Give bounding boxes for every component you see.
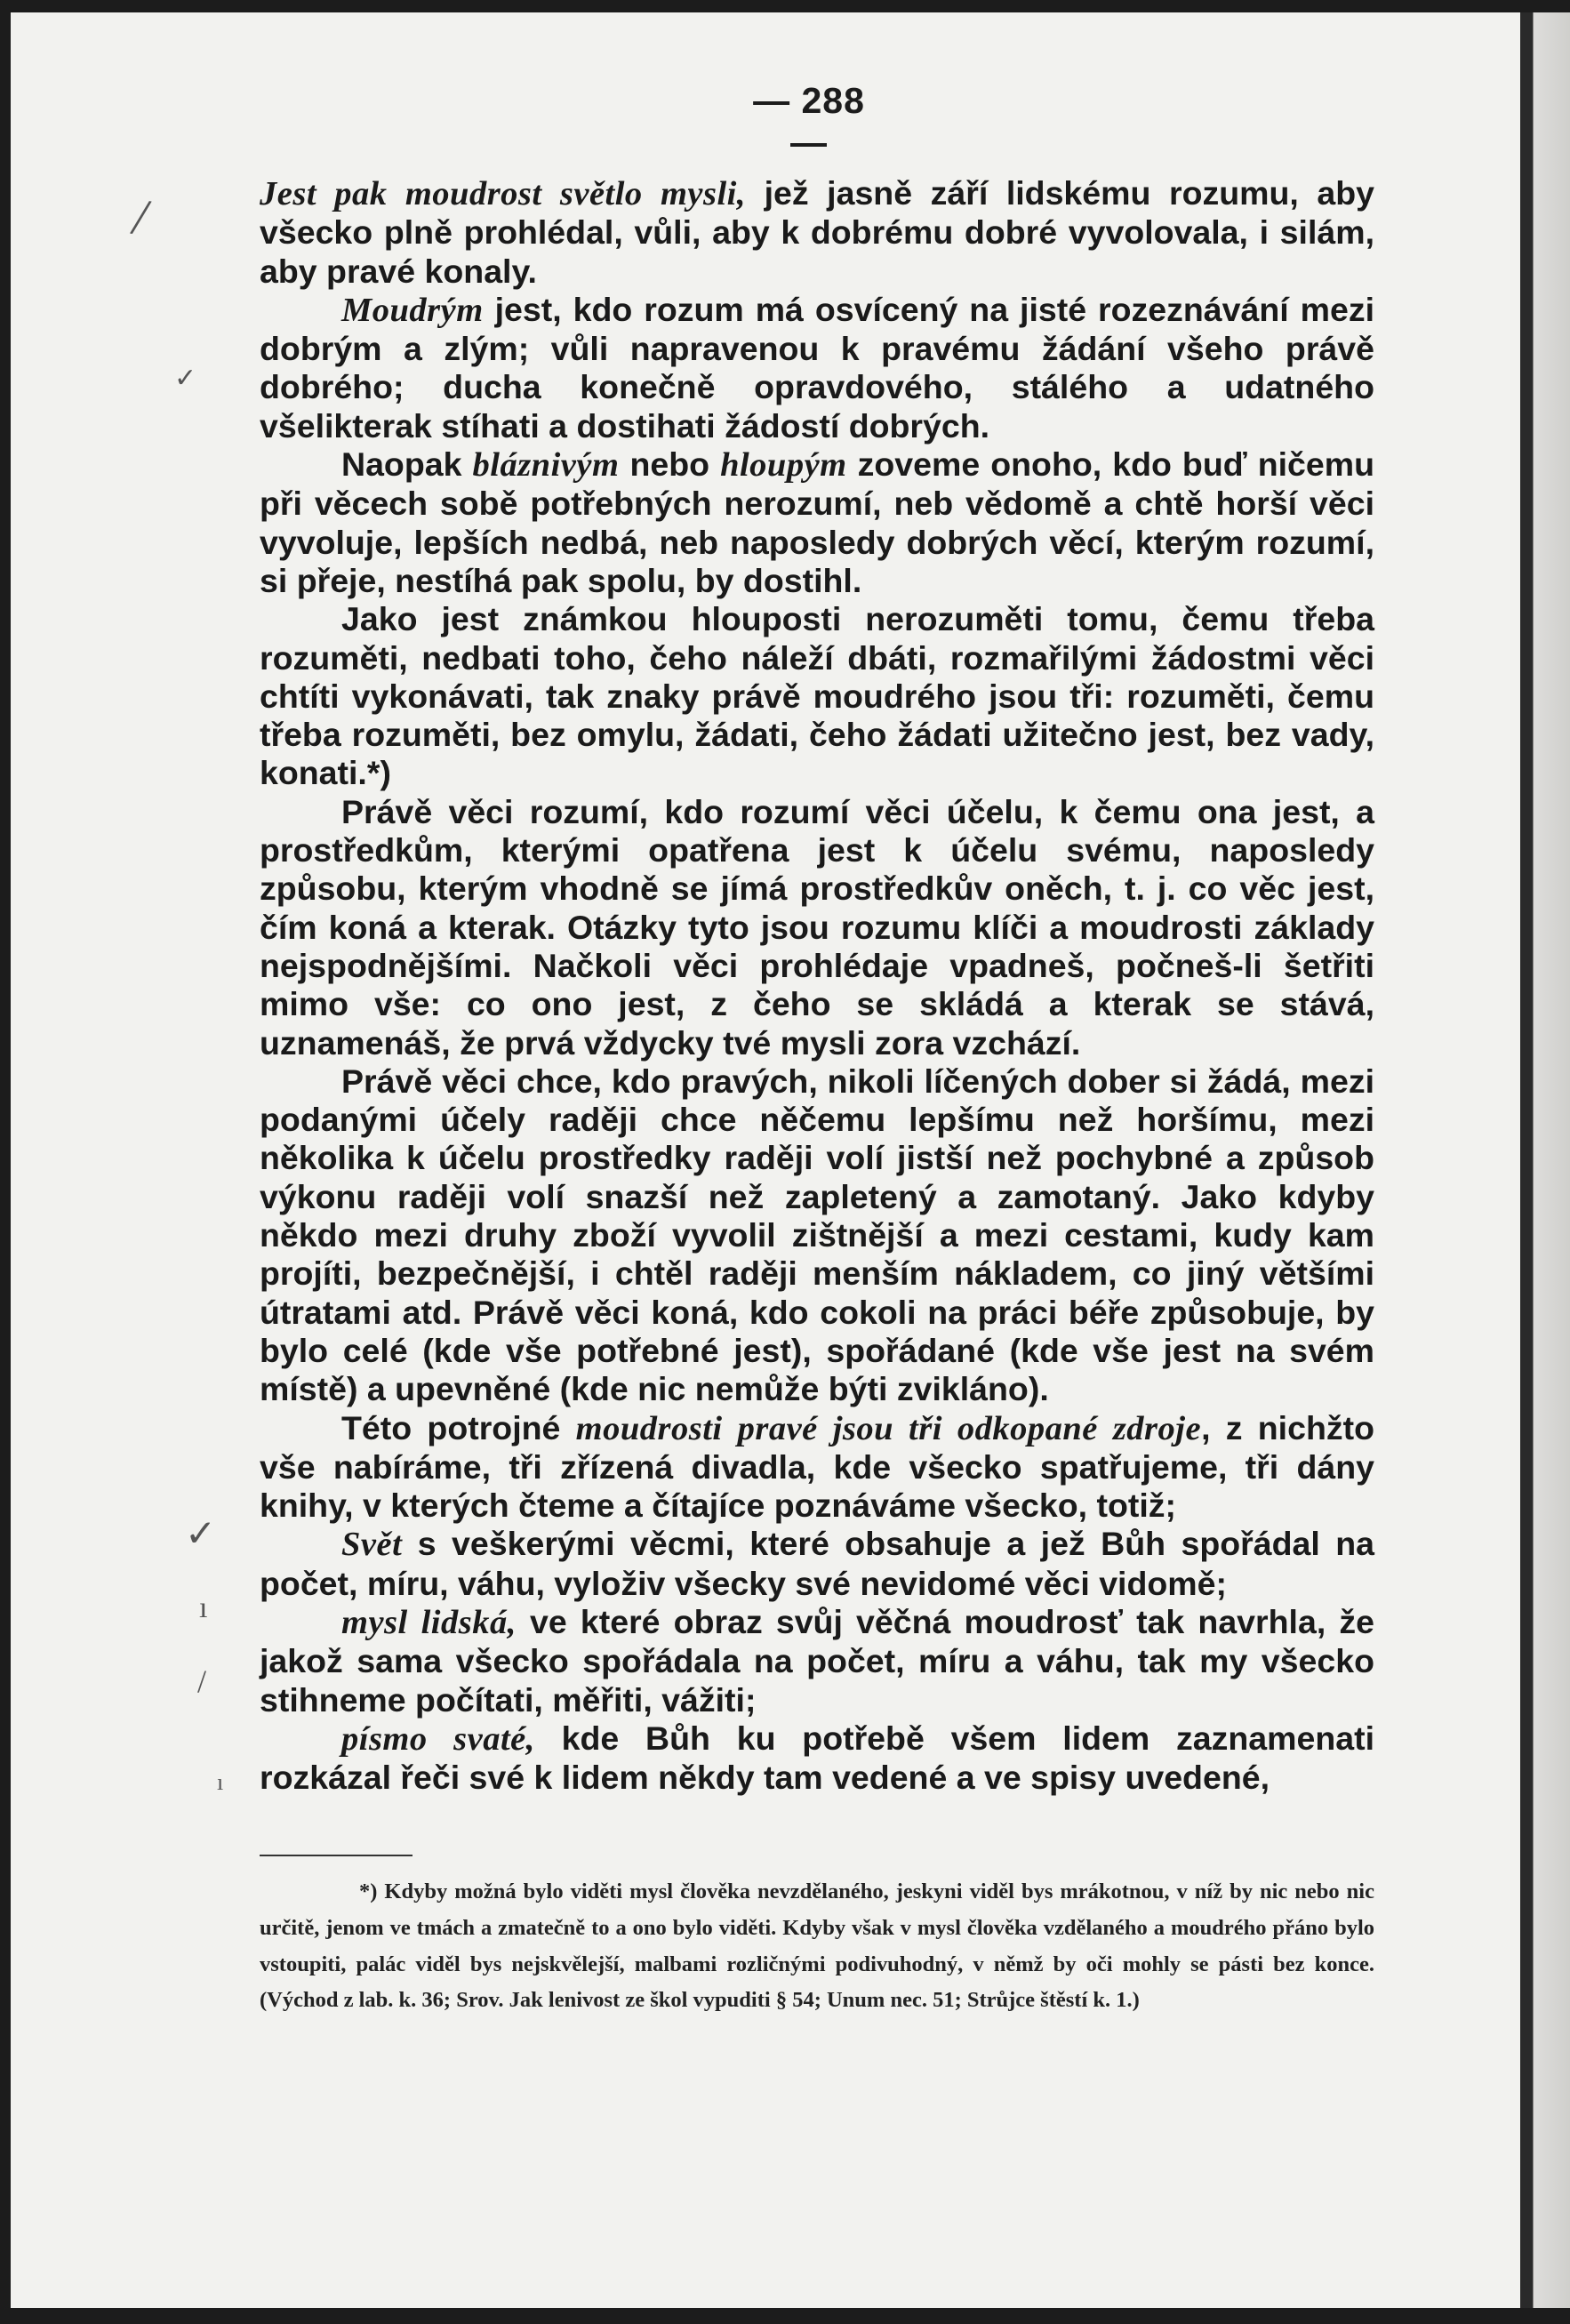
footnote-text: *) Kdyby možná bylo viděti mysl člověka nevzdělaného, jeskyni viděl bys mrákotnou, v níž by nic nebo nic určitě, jenom ve tmách a zmatečně to a ono bylo viděti. Kdyby však v mysl člověka vzdělaného a moudrého přáno bylo vstoupiti, palác viděl bys nejskvělejší, malbami rozličnými podivuhodný, v němž by oči mohly se pásti bez konce. (Východ z lab. k. 36; Srov. Jak lenivost ze škol vypuditi § 54; Unum nec. 51; Strůjce štěstí k. 1.) xyxy=(260,1879,1374,2013)
text-run: Naopak xyxy=(341,445,473,484)
margin-mark: ı xyxy=(217,1769,224,1795)
text-run: Jako jest známkou hlouposti nerozuměti tomu, čemu třeba rozuměti, nedbati toho, čeho náleží dbáti, rozmařilými žádostmi věci chtíti vykonávati, tak znaky právě moudrého jsou tři: rozuměti, čemu třeba rozuměti, bez omylu, žádati, čeho žádati užitečno jest, bez vady, konati.*) xyxy=(260,600,1374,792)
emphasized-text: Jest pak moudrost světlo mysli, xyxy=(260,175,746,212)
footnote xyxy=(260,1874,1374,2019)
text-run: Právě věci rozumí, kdo rozumí věci účelu, k čemu ona jest, a prostředkům, kterými opatřena jest k účelu svému, naposledy způsobu, kterým vhodně se jímá prostředkův oněch, t. j. co věc jest, čím koná a kterak. Otázky tyto jsou rozumu klíči a moudrosti základy nejspodnějšími. Načkoli věci prohlédaje vpadneš, počneš-li šetřiti mimo vše: co ono jest, z čeho se skládá a kterak se stává, uznamenáš, že prvá vždycky tvé mysli zora vzchází. xyxy=(260,792,1374,1062)
paragraph xyxy=(260,445,1374,600)
text-run: jež jasně září lidskému rozumu, aby všecko plně prohlédal, vůli, aby k dobrému dobré vyvolovala, i silám, aby pravé konaly. xyxy=(260,174,1374,290)
emphasized-text: hloupým xyxy=(720,446,847,485)
text-run: Této potrojné xyxy=(341,1408,576,1446)
paragraph xyxy=(260,1525,1374,1603)
paragraph xyxy=(260,1409,1374,1526)
paragraph xyxy=(260,600,1374,792)
text-run: zoveme onoho, kdo buď ničemu při věcech sobě potřebných nerozumí, neb vědomě a chtě horší věci vyvoluje, lepších nedbá, neb naposledy dobrých věcí, kterým rozumí, si přeje, nestíhá pak spolu, by dostihl. xyxy=(260,445,1374,599)
paragraph xyxy=(260,1062,1374,1409)
body-text xyxy=(260,174,1374,1797)
scan-edge xyxy=(1520,12,1570,2308)
paragraph xyxy=(260,793,1374,1062)
text-run: s veškerými věcmi, které obsahuje a jež Bůh spořádal na počet, míru, váhu, vyloživ všecky své nevidomé věci vidomě; xyxy=(260,1525,1374,1602)
emphasized-text: Moudrým xyxy=(341,291,484,329)
text-run: jest, kdo rozum má osvícený na jisté rozeznávání mezi dobrým a zlým; vůli napravenou k pravému žádání všeho právě dobrého; ducha konečně opravdového, stálého a udatného všelikterak stíhati a dostihati žádostí dobrých. xyxy=(260,290,1374,445)
margin-mark: ı xyxy=(199,1591,208,1624)
paragraph xyxy=(260,174,1374,291)
margin-mark: / xyxy=(197,1663,207,1699)
paragraph xyxy=(260,291,1374,445)
emphasized-text: bláznivým xyxy=(472,446,620,485)
text-run: nebo xyxy=(619,445,721,484)
margin-mark: ✓ xyxy=(185,1514,217,1555)
page-number: — 288 — xyxy=(753,80,865,163)
text-run: , z nichžto vše nabíráme, tři zřízená divadla, kde všecko spatřujeme, tři dány knihy, v kterých čteme a čítajíce poznáváme všecko, totiž; xyxy=(260,1408,1374,1525)
emphasized-text: moudrosti pravé jsou tři odkopané zdroje xyxy=(575,1409,1202,1447)
text-run: Právě věci chce, kdo pravých, nikoli líčených dober si žádá, mezi podanými účely raději chce něčemu lepšímu než horšímu, mezi několika k účelu prostředky raději volí jistší než pochybné a způsob výkonu raději volí snazší než zapletený a zamotaný. Jako kdyby někdo mezi druhy zboží vyvolil zištnější a mezi cestami, kudy kam projíti, bezpečnější, i chtěl raději menším nákladem, co jiný většími útratami atd. Právě věci koná, kdo cokoli na práci béře způsobuje, by bylo celé (kde vše potřebné jest), spořádané (kde vše jest na svém místě) a upevněné (kde nic nemůže býti zviklánо). xyxy=(260,1062,1374,1408)
footnote-divider xyxy=(260,1855,413,1856)
margin-mark: ✓ xyxy=(174,364,197,393)
emphasized-text: Svět xyxy=(341,1526,403,1564)
text-run: ve které obraz svůj věčná moudrosť tak navrhla, že jakož sama všecko spořádala na počet, míru a váhu, tak my všecko stihneme počítati, měřiti, vážiti; xyxy=(260,1602,1374,1719)
paragraph xyxy=(260,1719,1374,1798)
emphasized-text: mysl lidská, xyxy=(341,1603,517,1641)
paragraph xyxy=(260,1603,1374,1719)
emphasized-text: písmo svaté, xyxy=(341,1719,535,1758)
text-run: kde Bůh ku potřebě všem lidem zaznamenati rozkázal řeči své k lidem někdy tam vedené a ve spisy uvedené, xyxy=(260,1719,1375,1797)
margin-mark: / xyxy=(127,186,155,248)
